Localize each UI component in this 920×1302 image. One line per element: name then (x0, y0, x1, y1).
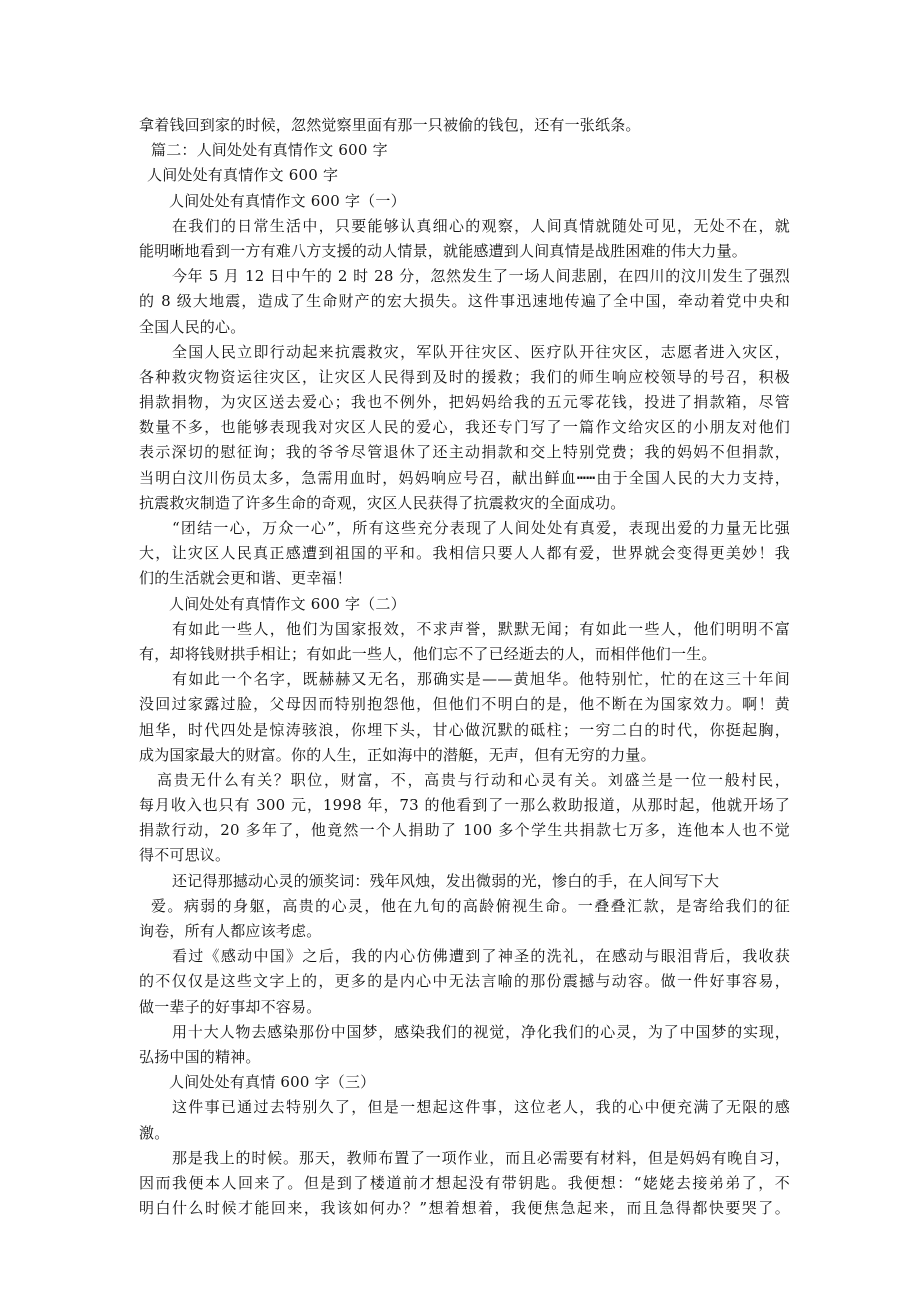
text-line: 爱。病弱的身躯，高贵的心灵，他在九旬的高龄俯视生命。一叠叠汇款，是寄给我们的征 (151, 896, 790, 915)
text-line: 篇二：人间处处有真情作文 600 字 (151, 141, 388, 160)
text-line: 弘扬中国的精神。 (139, 1047, 261, 1066)
text-line: 还记得那撼动心灵的颁奖词：残年风烛，发出微弱的光，惨白的手，在人间写下大 (172, 871, 720, 890)
text-line: 数量不多，也能够表现我对灾区人民的爱心，我还专门写了一篇作文给灾区的小朋友对他们 (139, 418, 790, 437)
text-line: 人间处处有真情作文 600 字 (147, 166, 339, 185)
text-line: 成为国家最大的财富。你的人生，正如海中的潜艇，无声，但有无穷的力量。 (139, 745, 656, 764)
text-line: 有如此一些人，他们为国家报效，不求声誉，默默无闻；有如此一些人，他们明明不富 (172, 619, 790, 638)
text-line: 没回过家露过脸，父母因而特别抱怨他，但他们不明白的是，他不断在为国家效力。啊！黄 (139, 695, 790, 714)
text-line: 各种救灾物资运往灾区，让灾区人民得到及时的援救；我们的师生响应校领导的号召，积极 (139, 367, 790, 386)
text-line: 明白什么时候才能回来，我该如何办？”想着想着，我便焦急起来，而且急得都快要哭了。 (139, 1199, 790, 1218)
text-line: 拿着钱回到家的时候，忽然觉察里面有那一只被偷的钱包，还有一张纸条。 (139, 116, 641, 134)
text-line: 能明晰地看到一方有难八方支援的动人情景，就能感遭到人间真情是战胜困难的伟大力量。 (139, 241, 748, 260)
text-line: 有如此一个名字，既赫赫又无名，那确实是——黄旭华。他特别忙，忙的在这三十年间 (172, 670, 790, 689)
text-line: 人间处处有真情作文 600 字（一） (169, 191, 406, 210)
text-line: 捐款行动，20 多年了，他竟然一个人捐助了 100 多个学生共捐款七万多，连他本人也不觉 (139, 821, 790, 840)
text-line: 旭华，时代四处是惊涛骇浪，你埋下头，甘心做沉默的砥柱；一穷二白的时代，你挺起胸， (139, 720, 790, 739)
text-line: 得不可思议。 (139, 846, 231, 865)
text-line: 询卷，所有人都应该考虑。 (139, 922, 322, 940)
text-line: 这件事已通过去特别久了，但是一想起这件事，这位老人，我的心中便充满了无限的感 (172, 1098, 790, 1117)
text-line: 们的生活就会更和谐、更幸福！ (139, 569, 352, 588)
text-line: 在我们的日常生活中，只要能够认真细心的观察，人间真情就随处可见，无处不在，就 (172, 216, 790, 235)
text-line: 因而我便本人回来了。但是到了楼道前才想起没有带钥匙。我便想：“姥姥去接弟弟了，不 (139, 1173, 790, 1192)
text-line: 捐款捐物，为灾区送去爱心；我也不例外，把妈妈给我的五元零花钱，投进了捐款箱，尽管 (139, 393, 790, 412)
text-line: 今年 5 月 12 日中午的 2 时 28 分，忽然发生了一场人间悲剧，在四川的汶川发生了强烈 (172, 267, 790, 286)
text-line: 用十大人物去感染那份中国梦，感染我们的视觉，净化我们的心灵，为了中国梦的实现， (172, 1022, 790, 1041)
text-line: 做一辈子的好事却不容易。 (139, 997, 322, 1016)
text-line: 当明白汶川伤员太多，急需用血时，妈妈响应号召，献出鲜血┅┅由于全国人民的大力支持， (139, 468, 790, 487)
text-line: “团结一心，万众一心”，所有这些充分表现了人间处处有真爱，表现出爱的力量无比强 (172, 519, 790, 537)
text-line: 全国人民的心。 (139, 317, 246, 336)
text-line: 那是我上的时候。那天，教师布置了一项作业，而且必需要有材料，但是妈妈有晚自习， (172, 1148, 790, 1167)
text-line: 的 8 级大地震，造成了生命财产的宏大损失。这件事迅速地传遍了全中国，牵动着党中央和 (139, 292, 790, 311)
text-line: 每月收入也只有 300 元，1998 年，73 的他看到了一那么救助报道，从那时起，他就开场了 (139, 796, 790, 815)
text-line: 有，却将钱财拱手相让；有如此一些人，他们忘不了已经逝去的人，而相伴他们一生。 (139, 644, 717, 663)
text-line: 大，让灾区人民真正感遭到祖国的平和。我相信只要人人都有爱，世界就会变得更美妙！我 (139, 544, 790, 563)
text-line: 表示深切的慰征询；我的爷爷尽管退休了还主动捐款和交上特别党费；我的妈妈不但捐款， (139, 443, 790, 462)
text-line: 全国人民立即行动起来抗震救灾，军队开往灾区、医疗队开往灾区，志愿者进入灾区， (172, 342, 790, 361)
text-line: 看过《感动中国》之后，我的内心仿佛遭到了神圣的洗礼，在感动与眼泪背后，我收获 (172, 947, 790, 966)
text-line: 高贵无什么有关？职位，财富，不，高贵与行动和心灵有关。刘盛兰是一位一般村民， (157, 770, 790, 789)
text-line: 人间处处有真情作文 600 字（二） (169, 594, 406, 613)
text-line: 的不仅仅是这些文字上的，更多的是内心中无法言喻的那份震撼与动容。做一件好事容易， (139, 972, 790, 991)
text-line: 激。 (139, 1123, 170, 1142)
text-line: 抗震救灾制造了许多生命的奇观，灾区人民获得了抗震救灾的全面成功。 (139, 493, 626, 512)
text-line: 人间处处有真情 600 字（三） (169, 1073, 376, 1092)
